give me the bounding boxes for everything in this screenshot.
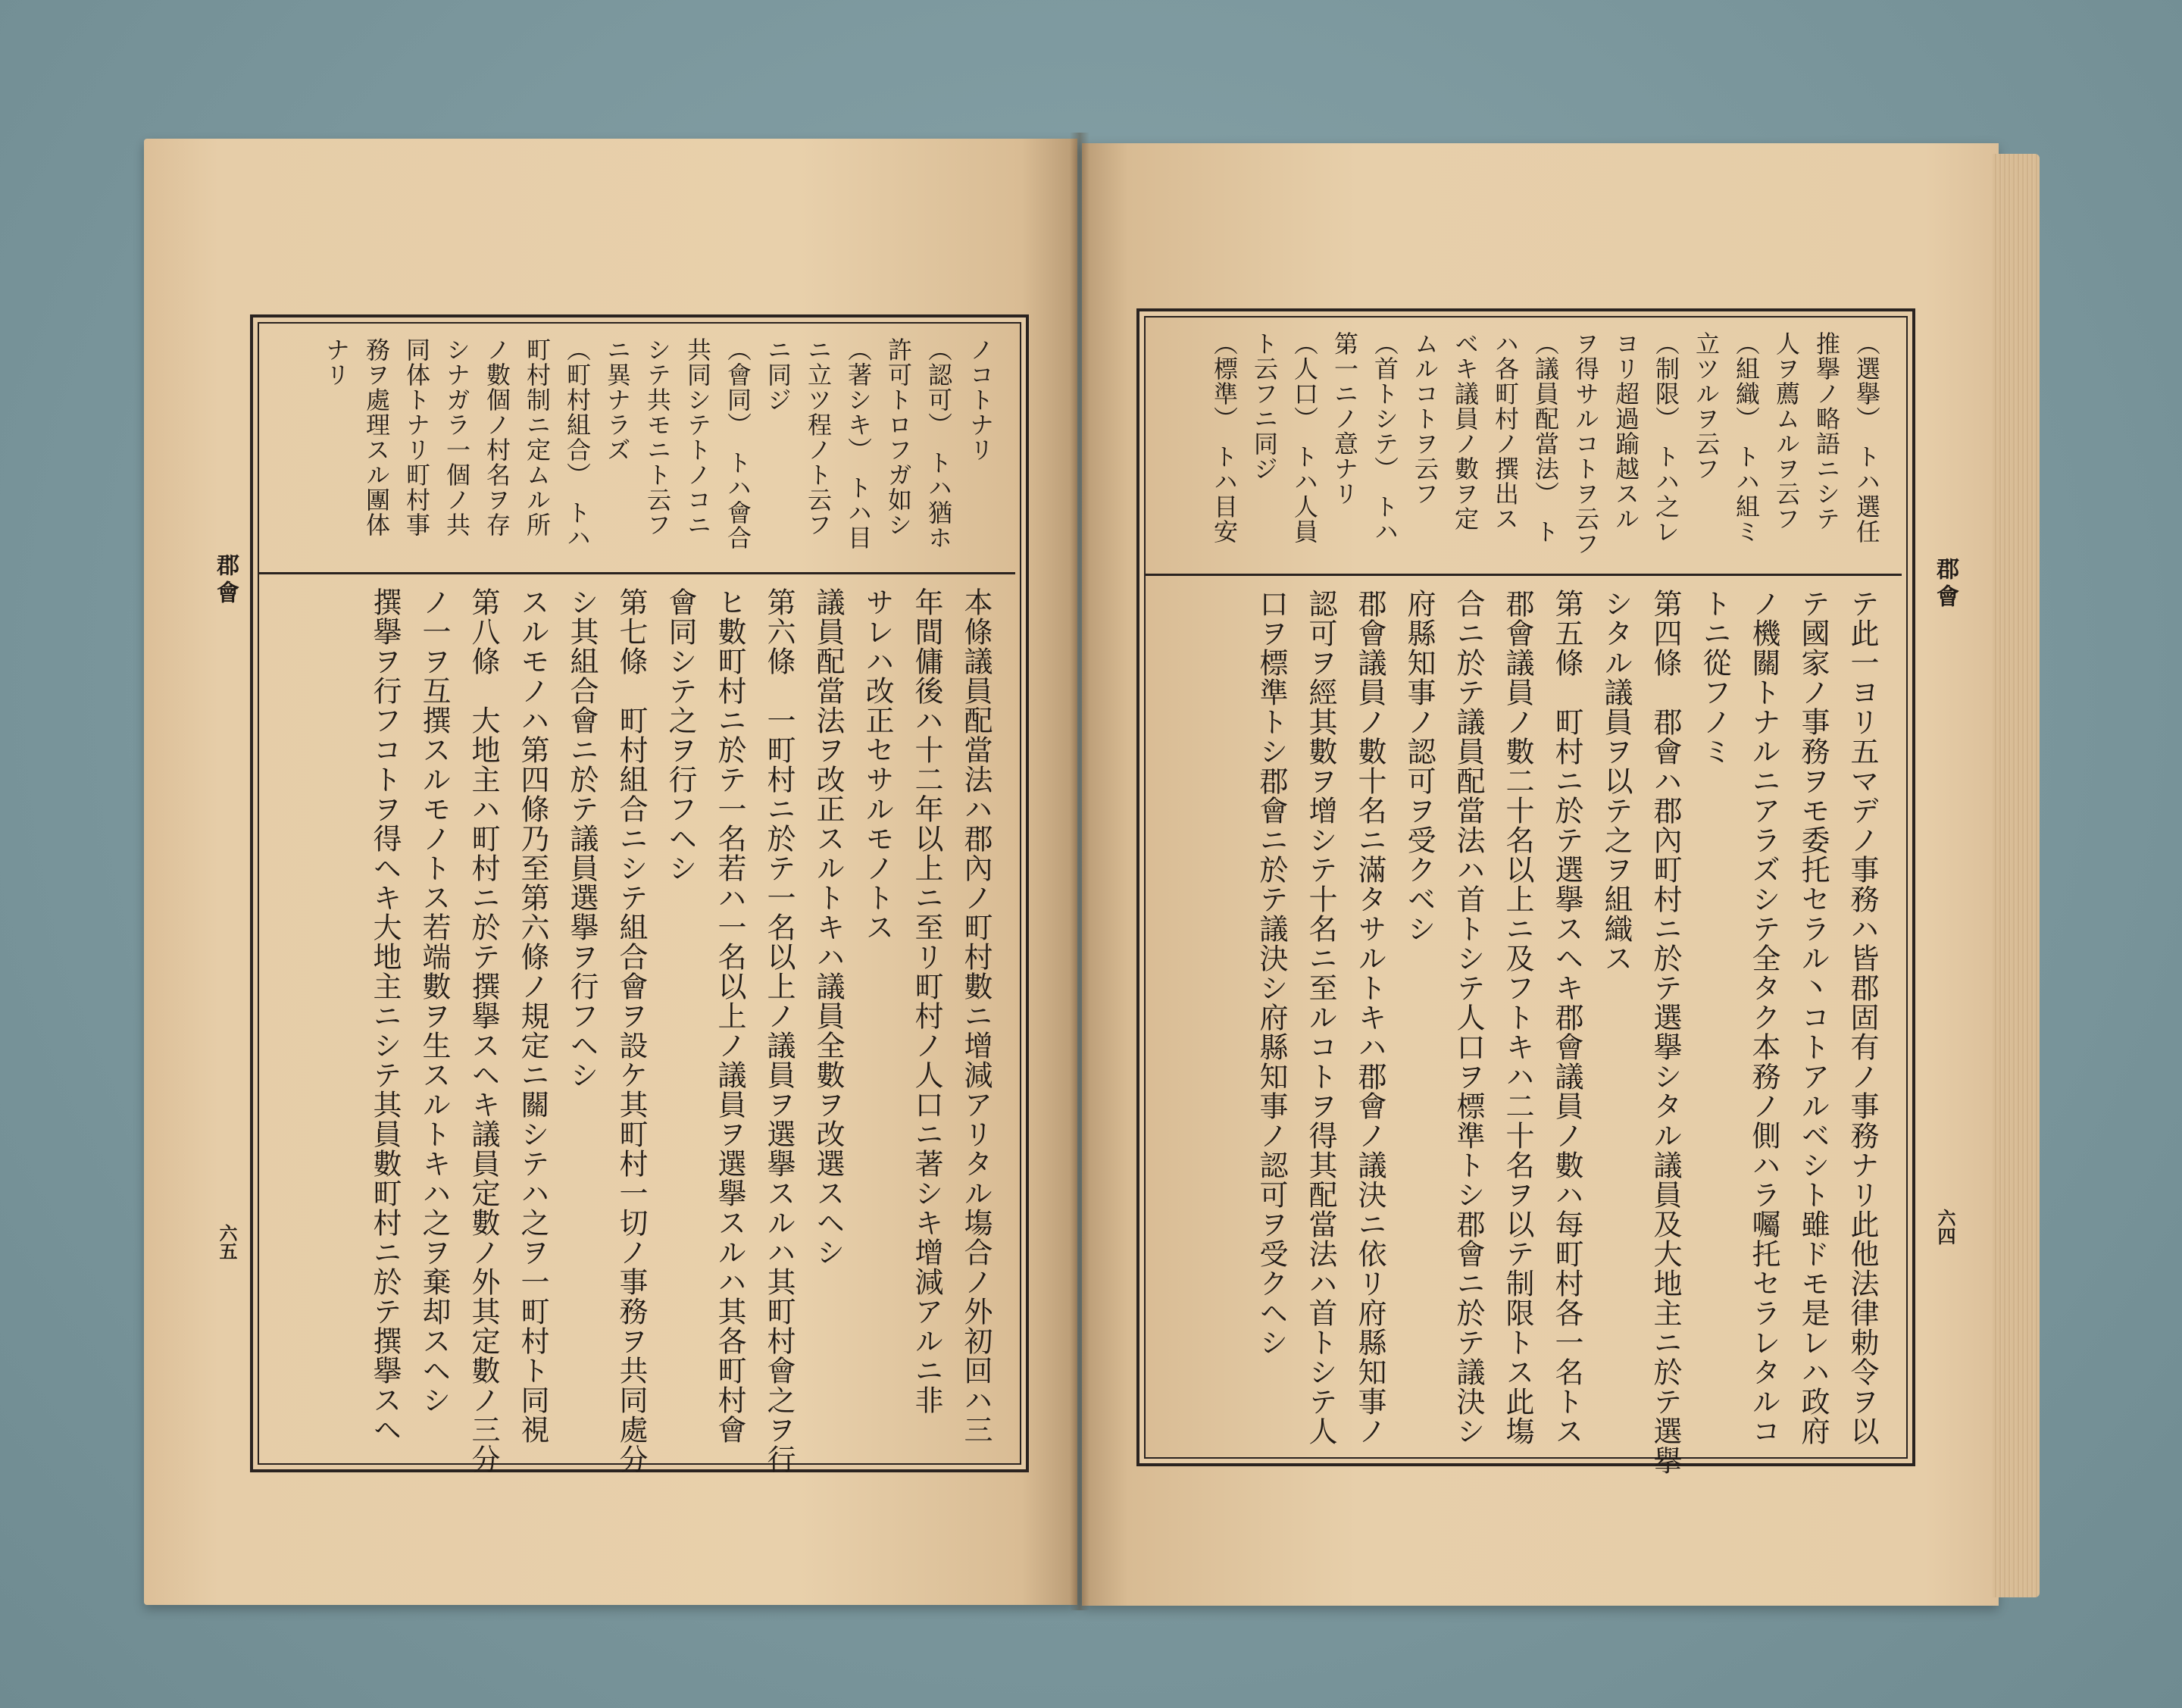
right-note-line: 立ツルヲ云フ bbox=[1692, 331, 1721, 481]
open-book bbox=[144, 133, 2057, 1610]
right-body-line: 口ヲ標準トシ郡會ニ於テ議決シ府縣知事ノ認可ヲ受クヘシ bbox=[1255, 589, 1288, 1357]
left-note-line: ナリ bbox=[322, 337, 351, 387]
left-body-line: ヒ數町村ニ於テ一名若ハ一名以上ノ議員ヲ選擧スルハ其各町村會 bbox=[713, 587, 746, 1444]
left-note-line: 町村制ニ定ムル所 bbox=[523, 337, 552, 537]
right-body-line: 府縣知事ノ認可ヲ受クベシ bbox=[1402, 589, 1436, 943]
left-body-line: 第六條 一町村ニ於テ一名以上ノ議員ヲ選擧スルハ其町村會之ヲ行 bbox=[762, 587, 796, 1474]
left-body-line: 第八條 大地主ハ町村ニ於テ撰擧スヘキ議員定數ノ外其定數ノ三分 bbox=[467, 587, 500, 1474]
left-note-line: ニ立ツ程ノト云フ bbox=[804, 337, 833, 537]
right-body-line: 第四條 郡會ハ郡內町村ニ於テ選擧シタル議員及大地主ニ於テ選擧 bbox=[1649, 589, 1682, 1475]
left-note-line: ニ同ジ bbox=[764, 337, 792, 412]
left-note-line: ニ異ナラズ bbox=[603, 337, 632, 462]
right-note-line: ト云フニ同ジ bbox=[1250, 331, 1279, 481]
right-note-line: （選擧） トハ選任 bbox=[1852, 331, 1881, 544]
left-frame-divider bbox=[258, 572, 1015, 574]
right-note-line: ヲ得サルコトヲ云フ bbox=[1571, 331, 1600, 556]
left-body-line: 撰擧ヲ行フコトヲ得ヘキ大地主ニシテ其員數町村ニ於テ撰擧スヘ bbox=[368, 587, 402, 1444]
left-body-line: 本條議員配當法ハ郡內ノ町村數ニ增減アリタル塲合ノ外初回ハ三 bbox=[959, 587, 993, 1444]
left-body-line: スルモノハ第四條乃至第六條ノ規定ニ關シテハ之ヲ一町村ト同視 bbox=[516, 587, 549, 1444]
right-page-number: 六四 bbox=[1934, 1209, 1956, 1245]
left-note-line: ノコトナリ bbox=[966, 337, 995, 462]
left-note-line: シナガラ一個ノ共 bbox=[442, 337, 471, 537]
right-note-line: （議員配當法） ト bbox=[1531, 331, 1560, 544]
left-note-line: （會同） トハ會合 bbox=[724, 337, 752, 550]
left-note-line: 務ヲ處理スル團体 bbox=[362, 337, 391, 537]
right-note-line: （人口） トハ人員 bbox=[1290, 331, 1319, 544]
right-note-line: ムルコトヲ云フ bbox=[1411, 331, 1440, 506]
right-body-line: ノ機關トナルニアラズシテ全タク本務ノ側ハラ囑托セラレタルコ bbox=[1747, 589, 1780, 1446]
right-body-line: テ國家ノ事務ヲモ委托セラル丶コトアルベシト雖ドモ是レハ政府 bbox=[1796, 589, 1830, 1446]
right-body-line: 認可ヲ經其數ヲ增シテ十名ニ至ルコトヲ得其配當法ハ首トシテ人 bbox=[1304, 589, 1337, 1446]
right-body-line: トニ從フノミ bbox=[1698, 589, 1731, 766]
left-note-line: 同体トナリ町村事 bbox=[402, 337, 431, 537]
left-note-line: シテ共モニト云フ bbox=[643, 337, 672, 537]
left-body-line: 年間傭後ハ十二年以上ニ至リ町村ノ人口ニ著シキ增減アルニ非 bbox=[910, 587, 943, 1415]
right-note-line: （制限） トハ之レ bbox=[1652, 331, 1680, 544]
right-body-line: 郡會議員ノ數十名ニ滿タサルトキハ郡會ノ議決ニ依リ府縣知事ノ bbox=[1353, 589, 1386, 1446]
left-body-line: ノ一ヲ互撰スルモノトス若端數ヲ生スルトキハ之ヲ棄却スヘシ bbox=[417, 587, 451, 1415]
right-body-line: 郡會議員ノ數二十名以上ニ及フトキハ二十名ヲ以テ制限トス此塲 bbox=[1501, 589, 1534, 1446]
right-running-header: 郡會 bbox=[1932, 557, 1958, 612]
right-note-line: 推擧ノ略語ニシテ bbox=[1812, 331, 1841, 531]
left-body-line: 第七條 町村組合ニシテ組合會ヲ設ケ其町村一切ノ事務ヲ共同處分 bbox=[614, 587, 648, 1474]
book-gutter bbox=[1070, 133, 1089, 1610]
right-note-line: （首トシテ） トハ bbox=[1371, 331, 1399, 544]
right-body-line: 合ニ於テ議員配當法ハ首トシテ人口ヲ標準トシ郡會ニ於テ議決シ bbox=[1452, 589, 1485, 1446]
left-note-line: （町村組合） トハ bbox=[563, 337, 592, 550]
right-body-line: シタル議員ヲ以テ之ヲ組織ス bbox=[1599, 589, 1633, 973]
page-edges bbox=[1993, 154, 2040, 1597]
right-body-line: 第五條 町村ニ於テ選擧スヘキ郡會議員ノ數ハ每町村各一名トス bbox=[1550, 589, 1583, 1446]
left-body-line: サレハ改正セサルモノトス bbox=[861, 587, 894, 942]
right-body-line: テ此一ヨリ五マデノ事務ハ皆郡固有ノ事務ナリ此他法律勅令ヲ以 bbox=[1846, 589, 1879, 1446]
left-page-number: 六五 bbox=[216, 1224, 238, 1260]
left-body-line: 議員配當法ヲ改正スルトキハ議員全數ヲ改選スヘシ bbox=[811, 587, 845, 1267]
right-frame-divider bbox=[1144, 574, 1902, 576]
left-note-line: 許可トロフガ如シ bbox=[884, 337, 913, 537]
right-note-line: （組織） トハ組ミ bbox=[1732, 331, 1761, 544]
left-note-line: （認可） トハ猶ホ bbox=[924, 337, 953, 550]
left-body-line: シ其組合會ニ於テ議員選擧ヲ行フヘシ bbox=[565, 587, 599, 1090]
left-note-line: ノ數個ノ村名ヲ存 bbox=[483, 337, 511, 537]
right-note-line: （標準） トハ目安 bbox=[1210, 331, 1239, 544]
right-note-line: ハ各町村ノ撰出ス bbox=[1491, 331, 1520, 531]
left-note-line: （著シキ） トハ目 bbox=[844, 337, 873, 550]
right-note-line: 人ヲ薦ムルヲ云フ bbox=[1772, 331, 1801, 531]
right-note-line: 第一ニノ意ナリ bbox=[1330, 331, 1359, 506]
right-note-line: ヨリ超過踰越スル bbox=[1611, 331, 1640, 531]
right-note-line: ベキ議員ノ數ヲ定 bbox=[1451, 331, 1480, 531]
left-running-header: 郡會 bbox=[212, 553, 239, 608]
left-body-line: 會同シテ之ヲ行フヘシ bbox=[664, 587, 697, 883]
left-note-line: 共同シテトノコニ bbox=[683, 337, 712, 537]
